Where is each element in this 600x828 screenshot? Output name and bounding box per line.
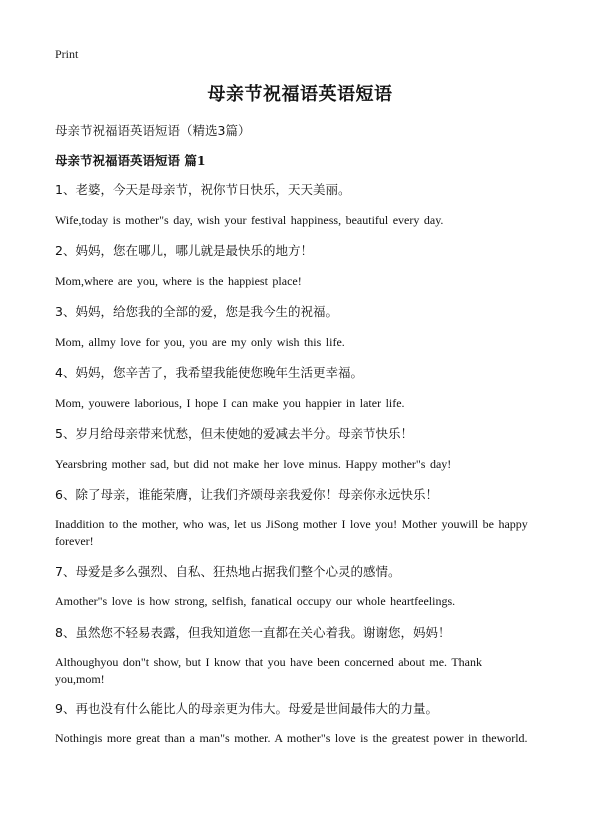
item-8-english: Althoughyou don"t show, but I know that you have been concerned about me. Thank you,mom! (55, 655, 482, 686)
item-2-chinese: 2、妈妈，您在哪儿，哪儿就是最快乐的地方！ (55, 243, 313, 258)
item-1-chinese: 1、老婆，今天是母亲节，祝你节日快乐，天天美丽。 (55, 182, 351, 197)
item-9-english: Nothingis more great than a man"s mother. A mother"s love is the greatest power in theworld. (55, 731, 528, 745)
item-3-chinese: 3、妈妈，给您我的全部的爱，您是我今生的祝福。 (55, 304, 338, 319)
item-5-chinese: 5、岁月给母亲带来忧愁，但未使她的爱减去半分。母亲节快乐！ (55, 426, 413, 441)
item-9-chinese: 9、再也没有什么能比人的母亲更为伟大。母爱是世间最伟大的力量。 (55, 701, 438, 716)
section-heading: 母亲节祝福语英语短语 篇1 (55, 153, 206, 168)
item-3-english: Mom, allmy love for you, you are my only wish this life. (55, 335, 345, 349)
item-6-chinese: 6、除了母亲，谁能荣膺，让我们齐颂母亲我爱你！母亲你永远快乐！ (55, 487, 438, 502)
item-6-english: Inaddition to the mother, who was, let us JiSong mother I love you! Mother youwill be happy forever! (55, 517, 528, 548)
item-7-chinese: 7、母爱是多么强烈、自私、狂热地占据我们整个心灵的感情。 (55, 564, 401, 579)
item-4-english: Mom, youwere laborious, I hope I can make you happier in later life. (55, 396, 405, 410)
item-4-chinese: 4、妈妈，您辛苦了，我希望我能使您晚年生活更幸福。 (55, 365, 363, 380)
item-1-english: Wife,today is mother"s day, wish your festival happiness, beautiful every day. (55, 213, 444, 227)
page-title: 母亲节祝福语英语短语 (207, 84, 393, 105)
page-subtitle: 母亲节祝福语英语短语（精选3篇） (55, 123, 251, 138)
item-2-english: Mom,where are you, where is the happiest place! (55, 274, 302, 288)
item-5-english: Yearsbring mother sad, but did not make her love minus. Happy mother"s day! (55, 457, 452, 471)
print-link[interactable]: Print (55, 47, 79, 61)
item-8-chinese: 8、虽然您不轻易表露，但我知道您一直都在关心着我。谢谢您，妈妈！ (55, 625, 451, 640)
item-7-english: Amother"s love is how strong, selfish, fanatical occupy our whole heartfeelings. (55, 594, 456, 608)
